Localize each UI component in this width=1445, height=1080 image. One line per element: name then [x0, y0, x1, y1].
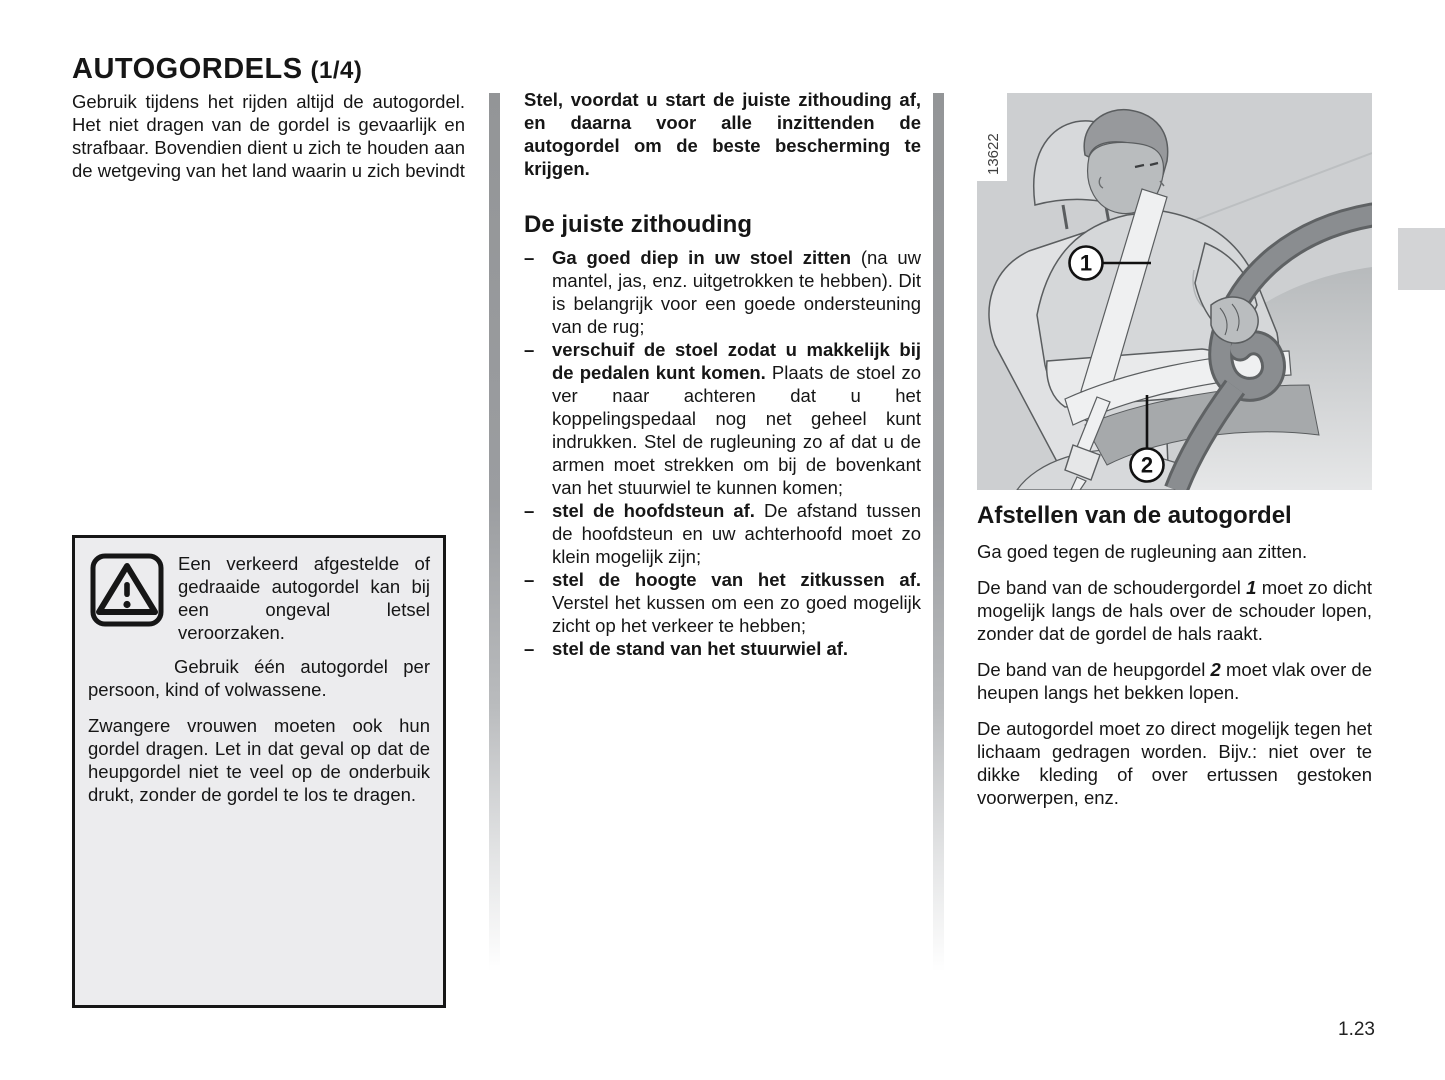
list-item-text: Plaats de stoel zo ver naar achteren dat u het koppelingspedaal nog net geheel kunt indrukken. Stel de rugleuning zo af dat u de armen moet strekken om bij de bovenkant van het stuurwiel te kunnen komen;: [552, 362, 921, 498]
body-paragraph: De autogordel moet zo direct mogelijk tegen het lichaam gedragen worden. Bijv.: niet over te dikke kleding of over ertussen gestoken voorwerpen, enz.: [977, 718, 1372, 808]
dash-bullet: –: [524, 500, 535, 521]
body-paragraph: Ga goed tegen de rugleuning aan zitten.: [977, 541, 1308, 562]
list-item-text: De afstand tussen de hoofdsteun en uw achterhoofd moet zo klein mogelijk zijn;: [552, 500, 921, 567]
paragraph-text: De band van de heupgordel: [977, 659, 1211, 680]
section-heading: Afstellen van de autogordel: [977, 502, 1292, 529]
list-item-lead: stel de hoofdsteun af.: [552, 500, 755, 521]
list-item-lead: stel de stand van het stuurwiel af.: [552, 638, 849, 659]
page-number: 1.23: [1338, 1019, 1375, 1040]
driver-hand: [1211, 297, 1258, 343]
dash-bullet: –: [524, 638, 535, 659]
list-item-lead: Ga goed diep in uw stoel zitten: [552, 247, 852, 268]
paragraph-text: moet vlak over de heupen langs het bekken lopen.: [977, 659, 1373, 703]
body-paragraph: [977, 576, 1372, 645]
paragraph-text: moet zo dicht mogelijk langs de hals over de schouder lopen, zonder dat de gordel de hals raakt.: [977, 577, 1372, 644]
list-item: [524, 338, 921, 499]
figure-code: 13622: [985, 133, 1002, 175]
chapter-tab: [1398, 228, 1445, 290]
warning-paragraph: Gebruik één autogordel per persoon, kind of volwassene.: [88, 656, 430, 700]
column-divider: [489, 93, 500, 990]
page-title: [72, 53, 362, 86]
list-item-text: Verstel het kussen om een zo goed mogelijk zicht op het verkeer te hebben;: [552, 592, 921, 636]
left-column: [72, 90, 465, 182]
seatbelt-illustration: [977, 93, 1372, 490]
warning-paragraph: Een verkeerd afgestelde of gedraaide autogordel kan bij een ongeval letsel veroorzaken.: [178, 553, 430, 643]
dash-bullet: –: [524, 569, 535, 590]
page-title-part: (1/4): [310, 57, 363, 85]
dash-bullet: –: [524, 339, 535, 360]
warning-paragraph: Zwangere vrouwen moeten ook hun gordel dragen. Let in dat geval op dat de heupgordel niet te veel op de onderbuik drukt, zonder de gordel te los te dragen.: [88, 715, 430, 805]
list-item: [524, 246, 921, 338]
lead-paragraph: Stel, voordat u start de juiste zithouding af, en daarna voor alle inzittenden de autogordel om de beste bescherming te krijgen.: [524, 89, 921, 179]
list-item: [524, 637, 921, 660]
section-heading: De juiste zithouding: [524, 211, 752, 238]
list-item-lead: verschuif de stoel zodat u makkelijk bij de pedalen kunt komen.: [552, 339, 921, 383]
list-item-text: (na uw mantel, jas, enz. uitgetrokken te hebben). Dit is belangrijk voor een goede ondersteuning van de rug;: [552, 247, 921, 337]
callout-1-number: 1: [1079, 250, 1093, 276]
list-item: [524, 499, 921, 568]
warning-triangle-icon: [90, 553, 164, 627]
body-paragraph: [977, 658, 1372, 704]
belt-number-ref: 2: [1210, 659, 1221, 680]
belt-number-ref: 1: [1246, 577, 1257, 598]
list-item-lead: stel de hoogte van het zitkussen af.: [552, 569, 921, 590]
dash-bullet: –: [524, 247, 535, 268]
intro-paragraph: Gebruik tijdens het rijden altijd de autogordel. Het niet dragen van de gordel is gevaarlijk en strafbaar. Bovendien dient u zich te houden aan de wetgeving van het land waarin u zich bevindt: [72, 91, 465, 181]
list-item: [524, 568, 921, 637]
middle-column: [524, 88, 921, 660]
callout-2-number: 2: [1140, 452, 1154, 478]
paragraph-text: De band van de schoudergordel: [977, 577, 1247, 598]
warning-box: [72, 535, 446, 1008]
right-column: [977, 93, 1372, 822]
column-divider: [933, 93, 944, 990]
page-title-main: AUTOGORDELS: [72, 53, 303, 86]
